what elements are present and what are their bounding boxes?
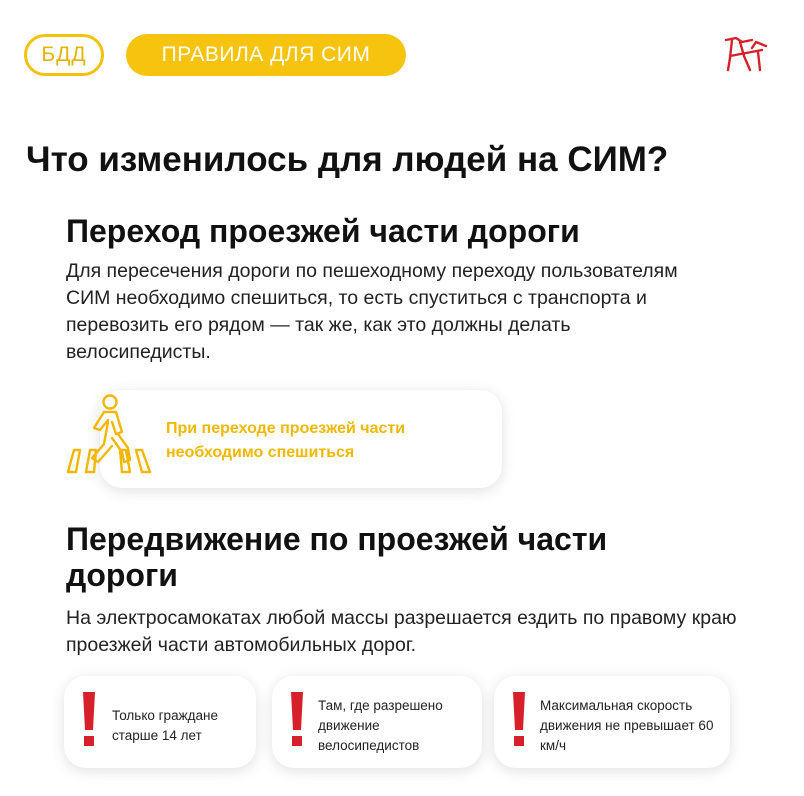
rule-text-speed: Максимальная скорость движения не превышает 60 км/ч: [540, 698, 714, 753]
moscow-transport-logo-icon: [722, 34, 770, 74]
rule-text-age: Только граждане старше 14 лет: [112, 708, 218, 743]
tag-sim-rules[interactable]: ПРАВИЛА ДЛЯ СИМ: [126, 34, 406, 76]
exclamation-icon: [512, 692, 526, 748]
pedestrian-crossing-icon: [64, 392, 154, 476]
exclamation-icon: [82, 692, 96, 748]
movement-description: На электросамокатах любой массы разрешается ездить по правому краю проезжей части автомобильных дорог.: [66, 607, 737, 656]
movement-heading: Передвижение по проезжей части дороги: [66, 521, 608, 593]
tag-bdd[interactable]: БДД: [24, 34, 104, 76]
page-title: Что изменилось для людей на СИМ?: [26, 140, 669, 179]
crossing-description: Для пересечения дороги по пешеходному переходу пользователям СИМ необходимо спешиться, то есть спуститься с транспорта и перевозить его рядом — так же, как это должны делать велосипедисты.: [66, 260, 678, 363]
crossing-callout-text: При переходе проезжей части необходимо спешиться: [166, 420, 406, 461]
rule-text-bike-lanes: Там, где разрешено движение велосипедистов: [318, 698, 443, 753]
crossing-heading: Переход проезжей части дороги: [66, 213, 580, 249]
exclamation-icon: [290, 692, 304, 748]
